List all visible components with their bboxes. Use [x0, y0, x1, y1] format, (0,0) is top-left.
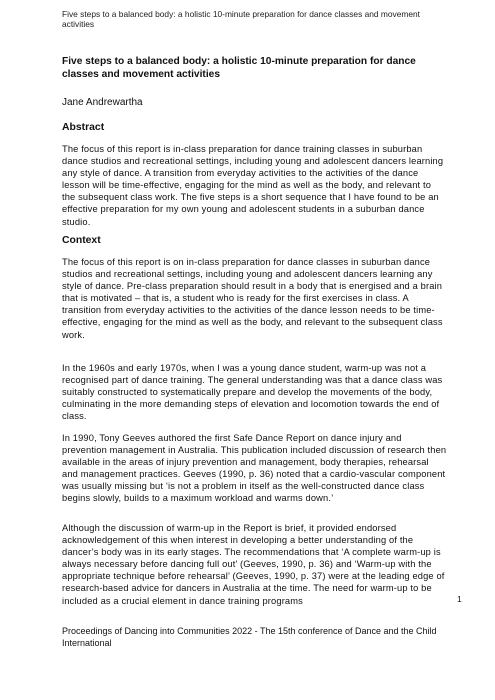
page-number: 1 [457, 594, 462, 604]
author-name: Jane Andrewartha [62, 97, 143, 108]
context-paragraph-1: The focus of this report is on in-class preparation for dance classes in suburban dance studios and recreational settings, including young and adolescent dancers learning any style of dance. Pre-class preparation should result in a body that is energised and a brain that is motivated – that is, a student who is ready for the first exercises in class. A transition from everyday activities to the activities of the dance lesson needs to be time-effective, engaging for the mind as well as the body, and relevant to the subsequent class work. [62, 257, 443, 340]
abstract-text: The focus of this report is in-class preparation for dance training classes in suburban dance studios and recreational settings, including young and adolescent dancers learning any style of dance. A transition from everyday activities to the activities of the dance lesson will be time-effective, engaging for the mind as well as the body, and relevant to the subsequent class work. The five steps is a short sequence that I have found to be an effective preparation for my own young and adolescent students in a suburban dance studio. [62, 144, 444, 227]
context-paragraph-4: Although the discussion of warm-up in the Report is brief, it provided endorsed acknowledgement of this when interest in developing a better understanding of the dancer’s body was in its early stages. The recommendations that ‘A complete warm-up is always necessary before dancing full out’ (Geeves, 1990, p. 36) and ‘Warm-up with the appropriate technique before rehearsal’ (Geeves, 1990, p. 37) were at the leading edge of research-based advice for dancers in Australia at the time. The need for warm-up to be included as a crucial element in dance training programs [62, 523, 445, 606]
context-paragraph-2: In the 1960s and early 1970s, when I was a young dance student, warm-up was not a recognised part of dance training. The general understanding was that a dance class was suitably constructed to systematically prepare and develop the movements of the body, culminating in the more demanding steps of elevation and locomotion towards the end of class. [62, 363, 443, 422]
context-heading: Context [62, 235, 101, 246]
abstract-heading: Abstract [62, 122, 105, 133]
paper-title: Five steps to a balanced body: a holistic 10-minute preparation for dance classes and movement activities [62, 56, 416, 80]
context-paragraph-3: In 1990, Tony Geeves authored the first Safe Dance Report on dance injury and prevention management in Australia. This publication included discussion of research then available in the areas of injury prevention and management, body therapies, rehearsal and management practices. Geeves (1990, p. 36) noted that a cardio-vascular component was usually missing but ‘is not a problem in itself as the well-constructed dance class begins slowly, builds to a maximum workload and warms down.’ [62, 433, 447, 504]
page-footer: Proceedings of Dancing into Communities 2022 - The 15th conference of Dance and the Child International [62, 626, 437, 648]
running-header: Five steps to a balanced body: a holistic 10-minute preparation for dance classes and movement activities [62, 9, 420, 29]
